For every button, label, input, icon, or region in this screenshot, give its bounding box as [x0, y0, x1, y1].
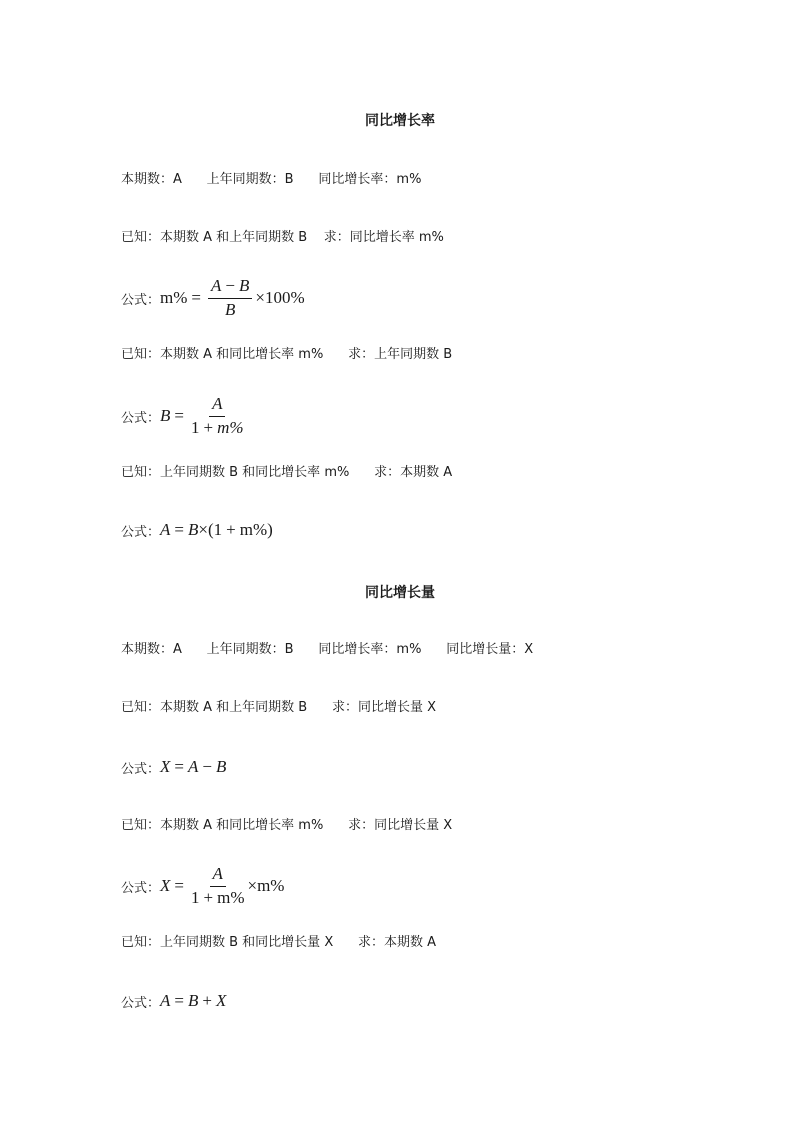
fraction: $\frac{A}{1 + m\%}$	[191, 864, 245, 907]
math-expression: X = $\frac{A}{1 + m\%}$ × m%	[160, 864, 285, 907]
formula-label: 公式：	[121, 292, 161, 308]
fraction: $\frac{A - B}{B}$	[208, 276, 252, 320]
definitions-line: 本期数：A 上年同期数：B 同比增长率：m% 同比增长量：X	[121, 642, 534, 657]
formula-label: 公式：	[121, 410, 161, 426]
math-expression: m% = $\frac{A - B}{B}$ × 100%	[160, 276, 305, 319]
section-title-growth-amount: 同比增长量	[365, 585, 435, 601]
formula-growth-amount	[121, 757, 226, 777]
given-line: 已知：上年同期数 B 和同比增长率 m% 求：本期数 A	[121, 465, 453, 480]
fraction: $\frac{A}{1 + m\%}$	[191, 394, 244, 437]
math-expression: A = B × ( 1 + m% )	[160, 520, 273, 539]
formula-current-period	[121, 520, 273, 540]
given-line: 已知：本期数 A 和同比增长率 m% 求：上年同期数 B	[121, 347, 453, 362]
formula-label: 公式：	[121, 880, 161, 896]
math-expression: A = B + X	[160, 991, 227, 1010]
formula-growth-amount-from-rate	[121, 864, 284, 908]
given-line: 已知：本期数 A 和上年同期数 B 求：同比增长量 X	[121, 700, 437, 715]
formula-label: 公式：	[121, 761, 161, 777]
formula-current-from-amount	[121, 991, 226, 1011]
math-expression: B = $\frac{A}{1 + m\%}$	[160, 394, 244, 437]
given-line: 已知：本期数 A 和上年同期数 B 求：同比增长率 m%	[121, 230, 444, 245]
given-line: 已知：上年同期数 B 和同比增长量 X 求：本期数 A	[121, 935, 437, 950]
formula-previous-period	[121, 394, 247, 438]
formula-label: 公式：	[121, 995, 161, 1011]
given-line: 已知：本期数 A 和同比增长率 m% 求：同比增长量 X	[121, 818, 453, 833]
math-expression: X = A − B	[160, 757, 227, 776]
formula-label: 公式：	[121, 524, 161, 540]
formula-growth-rate	[121, 276, 305, 320]
section-title-growth-rate: 同比增长率	[365, 113, 435, 129]
definitions-line: 本期数：A 上年同期数：B 同比增长率：m%	[121, 172, 422, 187]
